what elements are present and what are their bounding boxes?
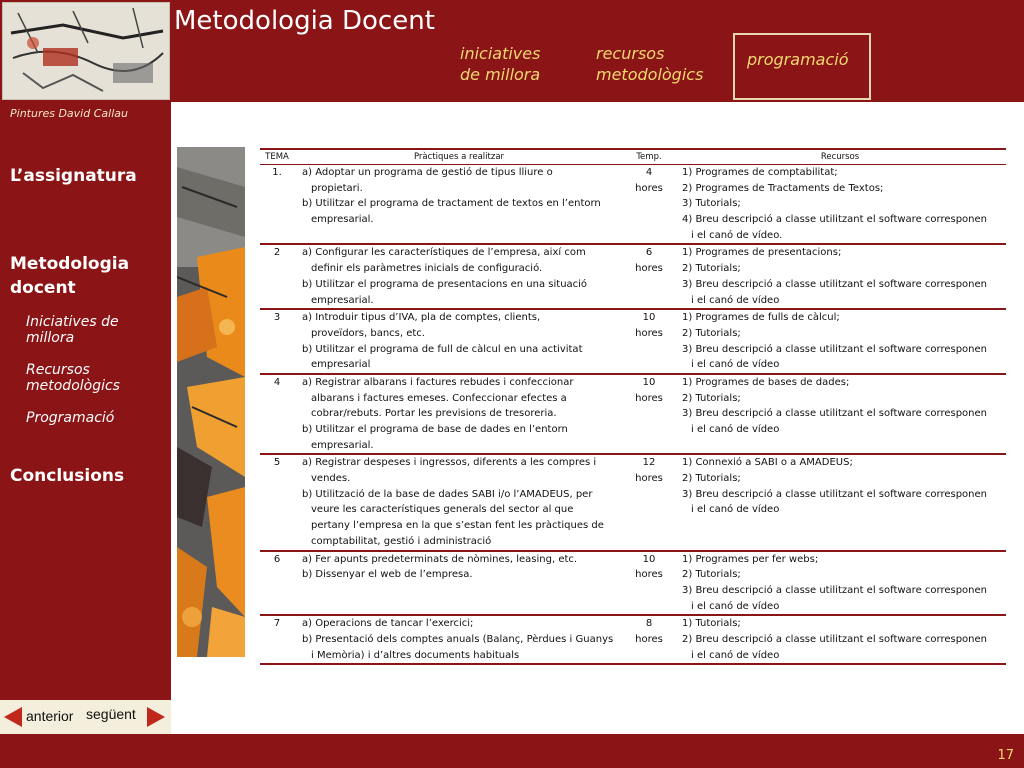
cell-text: i el canó de vídeo. (691, 229, 783, 241)
column-header-tema: TEMA (265, 152, 289, 162)
cell-text: i Memòria) i d’altres documents habituals (311, 649, 520, 661)
cell-text: a) Adoptar un programa de gestió de tipus lliure o (302, 167, 553, 178)
sidebar-subitem-label: millora (26, 330, 75, 346)
cell-text: 3) Tutorials; (682, 198, 741, 210)
cell-text: a) Configurar les característiques de l’empresa, així com (302, 247, 586, 259)
cell-text: a) Operacions de tancar l’exercici; (302, 618, 474, 630)
column-header-recursos: Recursos (820, 152, 860, 162)
cell-recursos (674, 165, 1006, 243)
table-row (260, 455, 1006, 551)
cell-text: 2 (273, 247, 281, 259)
cell-temps (624, 455, 674, 549)
cell-text: a) Fer apunts predeterminats de nòmines, leasing, etc. (302, 553, 578, 565)
tab-label-line2: metodològics (596, 65, 704, 84)
tab-label-line1: programació (747, 50, 849, 69)
cell-text: hores (635, 392, 663, 404)
page-number: 17 (997, 748, 1014, 763)
sidebar-subitem-recursos[interactable] (26, 362, 120, 394)
cell-text: 2) Tutorials; (682, 392, 741, 404)
cell-tema (260, 310, 294, 373)
sidebar-subitem-label: Recursos (26, 362, 90, 378)
cell-text: 1) Connexió a SABI o a AMADEUS; (682, 457, 853, 469)
page-navigation (0, 700, 171, 734)
cell-text: i el canó de vídeo (691, 424, 780, 435)
cell-text: a) Introduir tipus d’IVA, pla de comptes, clients, (302, 312, 541, 324)
cell-text: 2) Tutorials; (682, 263, 741, 275)
cell-tema (260, 165, 294, 243)
arrow-right-icon[interactable] (147, 707, 165, 727)
column-header-practiques: Pràctiques a realitzar (413, 152, 505, 162)
sidebar-item-metodologia-docent[interactable] (10, 252, 129, 300)
cell-text: i el canó de vídeo (691, 359, 780, 371)
cell-recursos (674, 310, 1006, 373)
cell-tema (260, 245, 294, 308)
previous-link[interactable]: anterior (26, 708, 74, 724)
cell-text: 3) Breu descripció a classe utilitzant el software corresponen (682, 278, 988, 290)
cell-text: 12 (642, 457, 656, 469)
cell-tema (260, 616, 294, 663)
cell-text: hores (635, 633, 663, 645)
cell-tema (260, 455, 294, 549)
tab-label-line2: de millora (460, 65, 541, 84)
cell-text: 6 (645, 247, 653, 259)
sidebar-subitem-label: metodològics (26, 378, 120, 394)
cell-text: 4 (645, 167, 653, 178)
next-link[interactable]: següent (86, 706, 136, 722)
cell-text: empresarial. (311, 214, 374, 226)
cell-temps (624, 245, 674, 308)
cell-text: proveïdors, bancs, etc. (311, 327, 425, 339)
cell-text: definir els paràmetres inicials de configuració. (311, 263, 543, 275)
cell-text: i el canó de vídeo (691, 294, 780, 306)
table-row (260, 245, 1006, 310)
cell-text: a) Registrar despeses i ingressos, diferents a les compres i (302, 457, 597, 469)
sidebar-subitem-label: Iniciatives de (26, 314, 119, 330)
cell-text: 4 (273, 376, 281, 388)
cell-text: 3 (273, 312, 281, 324)
footer-bar (0, 734, 1024, 768)
cell-text: 1) Programes de presentacions; (682, 247, 842, 259)
sidebar-subitem-programacio[interactable] (26, 410, 114, 426)
cell-text: a) Registrar albarans i factures rebudes i confeccionar (302, 376, 574, 388)
cell-text: veure les característiques generals del sector al que (311, 504, 574, 516)
cell-text: 2) Tutorials; (682, 327, 741, 339)
cell-text: 5 (273, 457, 281, 469)
cell-recursos (674, 245, 1006, 308)
cell-practiques (294, 245, 624, 308)
cell-text: b) Utilitzar el programa de presentacions en una situació (302, 278, 588, 290)
cell-text: cobrar/rebuts. Portar les previsions de tresoreria. (311, 408, 557, 420)
table-row (260, 310, 1006, 375)
table-body (260, 165, 1006, 665)
cell-text: b) Presentació dels comptes anuals (Balanç, Pèrdues i Guanys (302, 633, 614, 645)
cell-text: hores (635, 182, 663, 194)
sidebar-item-label: Metodologia (10, 254, 130, 274)
cell-text: 1) Tutorials; (682, 618, 741, 630)
cell-text: 1. (272, 167, 282, 178)
cell-text: 1) Programes de comptabilitat; (682, 167, 838, 178)
cell-text: 1) Programes de fulls de càlcul; (682, 312, 840, 324)
cell-text: b) Utilització de la base de dades SABI i/o l’AMADEUS, per (302, 488, 593, 500)
cell-text: 3) Breu descripció a classe utilitzant el software corresponen (682, 584, 988, 596)
cell-recursos (674, 455, 1006, 549)
cell-tema (260, 375, 294, 453)
tab-label-line1: recursos (596, 44, 665, 63)
cell-text: 10 (642, 553, 656, 565)
header-bar (0, 0, 1024, 102)
sidebar (0, 102, 171, 700)
cell-text: hores (635, 569, 663, 581)
cell-temps (624, 375, 674, 453)
table-row (260, 165, 1006, 245)
cell-text: vendes. (311, 473, 351, 485)
cell-practiques (294, 375, 624, 453)
cell-text: propietari. (311, 182, 363, 194)
sidebar-item-label: docent (10, 278, 76, 298)
table-row (260, 552, 1006, 617)
sidebar-subitem-label: Programació (26, 410, 115, 426)
programacio-table (260, 148, 1006, 665)
cell-practiques (294, 552, 624, 615)
cell-text: empresarial (311, 359, 371, 371)
arrow-left-icon[interactable] (4, 707, 22, 727)
cell-text: 2) Tutorials; (682, 473, 741, 485)
cell-practiques (294, 165, 624, 243)
cell-recursos (674, 616, 1006, 663)
cell-text: 7 (273, 618, 281, 630)
sidebar-subitem-iniciatives[interactable] (26, 314, 119, 346)
painting-credit: Pintures David Callau (10, 107, 128, 120)
cell-practiques (294, 310, 624, 373)
tab-programacio[interactable] (733, 33, 871, 100)
cell-text: 2) Programes de Tractaments de Textos; (682, 182, 884, 194)
cell-temps (624, 165, 674, 243)
painting-strip (177, 147, 245, 657)
cell-text: i el canó de vídeo (691, 504, 780, 516)
table-row (260, 375, 1006, 455)
cell-temps (624, 310, 674, 373)
tab-recursos-metodologics[interactable] (596, 43, 703, 85)
tab-label-line1: iniciatives (460, 44, 541, 63)
cell-text: i el canó de vídeo (691, 600, 780, 612)
cell-text: empresarial. (311, 294, 374, 306)
cell-text: 3) Breu descripció a classe utilitzant el software corresponen (682, 408, 988, 420)
cell-text: 8 (645, 618, 653, 630)
cell-recursos (674, 375, 1006, 453)
cell-text: i el canó de vídeo (691, 649, 780, 661)
sidebar-item-assignatura[interactable]: L’assignatura (10, 166, 137, 186)
cell-text: 1) Programes de bases de dades; (682, 376, 850, 388)
cell-practiques (294, 616, 624, 663)
cell-practiques (294, 455, 624, 549)
painting-thumbnail (2, 2, 170, 100)
cell-text: hores (635, 263, 663, 275)
cell-text: albarans i factures emeses. Confeccionar efectes a (311, 392, 567, 404)
sidebar-item-conclusions[interactable]: Conclusions (10, 466, 125, 486)
cell-text: 3) Breu descripció a classe utilitzant el software corresponen (682, 343, 988, 355)
cell-text: 10 (642, 312, 656, 324)
page-title: Metodologia Docent (174, 6, 435, 36)
cell-text: hores (635, 473, 663, 485)
cell-text: hores (635, 327, 663, 339)
cell-text: b) Dissenyar el web de l’empresa. (302, 569, 473, 581)
cell-temps (624, 552, 674, 615)
cell-text: 2) Breu descripció a classe utilitzant el software corresponen (682, 633, 988, 645)
cell-text: pertany l’empresa en la que s’estan fent les pràctiques de (311, 520, 604, 532)
cell-recursos (674, 552, 1006, 615)
table-header (260, 148, 1006, 165)
cell-text: b) Utilitzar el programa de base de dades en l’entorn (302, 424, 568, 435)
table-row (260, 616, 1006, 665)
cell-tema (260, 552, 294, 615)
cell-text: 6 (273, 553, 281, 565)
cell-text: b) Utilitzar el programa de tractament de textos en l’entorn (302, 198, 601, 210)
cell-text: 10 (642, 376, 656, 388)
cell-text: 4) Breu descripció a classe utilitzant el software corresponen (682, 214, 988, 226)
column-header-temps: Temp. (636, 152, 662, 162)
tab-iniciatives-de-millora[interactable] (460, 43, 540, 85)
cell-text: 3) Breu descripció a classe utilitzant el software corresponen (682, 488, 988, 500)
cell-text: 2) Tutorials; (682, 569, 741, 581)
cell-text: comptabilitat, gestió i administració (311, 535, 492, 547)
cell-temps (624, 616, 674, 663)
cell-text: 1) Programes per fer webs; (682, 553, 819, 565)
cell-text: b) Utilitzar el programa de full de càlcul en una activitat (302, 343, 583, 355)
cell-text: empresarial. (311, 439, 374, 451)
